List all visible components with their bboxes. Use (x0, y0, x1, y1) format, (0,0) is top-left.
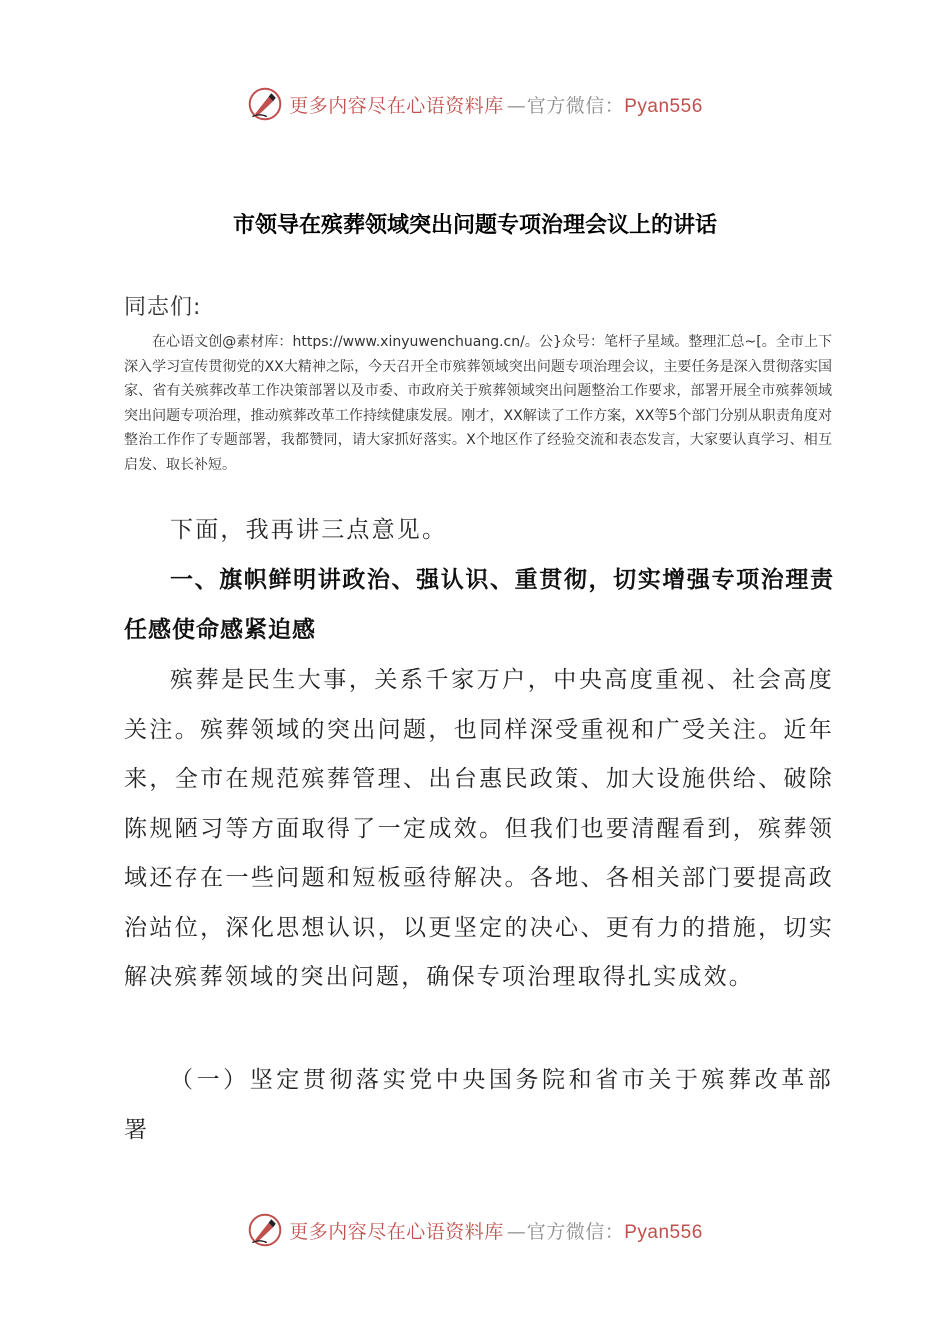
intro-paragraph: 在心语文创@素材库：https://www.xinyuwenchuang.cn/。公}众号：笔杆子星域。整理汇总~[。全市上下深入学习宣传贯彻党的XX大精神之际，今天召开全市殡葬领域突出问题专项治理会议，主要任务是深入贯彻落实国家、省有关殡葬改革工作决策部署以及市委、市政府关于殡葬领域突出问题整治工作要求，部署开展全市殡葬领域突出问题专项治理，推动殡葬改革工作持续健康发展。刚才，XX解读了工作方案，XX等5个部门分别从职责角度对整治工作作了专题部署，我都赞同，请大家抓好落实。X个地区作了经验交流和表态发言，大家要认真学习、相互启发、取长补短。 (124, 334, 832, 473)
watermark-text: 更多内容尽在心语资料库 — 官方微信：Pyan556 (289, 1220, 703, 1243)
pen-nib-logo-icon (247, 1212, 283, 1248)
section-heading-1: 一、旗帜鲜明讲政治、强认识、重贯彻，切实增强专项治理责任感使命感紧迫感 (124, 567, 834, 643)
subheading-1: （一）坚定贯彻落实党中央国务院和省市关于殡葬改革部署 (124, 1067, 834, 1143)
watermark-banner-bottom (0, 1208, 950, 1252)
watermark-text: 更多内容尽在心语资料库 — 官方微信：Pyan556 (289, 94, 703, 117)
document-title: 市领导在殡葬领域突出问题专项治理会议上的讲话 (232, 212, 717, 238)
body-paragraph-1: 殡葬是民生大事，关系千家万户，中央高度重视、社会高度关注。殡葬领域的突出问题，也同样深受重视和广受关注。近年来，全市在规范殡葬管理、出台惠民政策、加大设施供给、破除陈规陋习等方面取得了一定成效。但我们也要清醒看到，殡葬领域还存在一些问题和短板亟待解决。各地、各相关部门要提高政治站位，深化思想认识，以更坚定的决心、更有力的措施，切实解决殡葬领域的突出问题，确保专项治理取得扎实成效。 (124, 667, 834, 990)
lead-paragraph: 下面，我再讲三点意见。 (170, 517, 448, 543)
salutation: 同志们: (124, 295, 202, 320)
pen-nib-logo-icon (247, 86, 283, 122)
watermark-banner-top (0, 82, 950, 126)
